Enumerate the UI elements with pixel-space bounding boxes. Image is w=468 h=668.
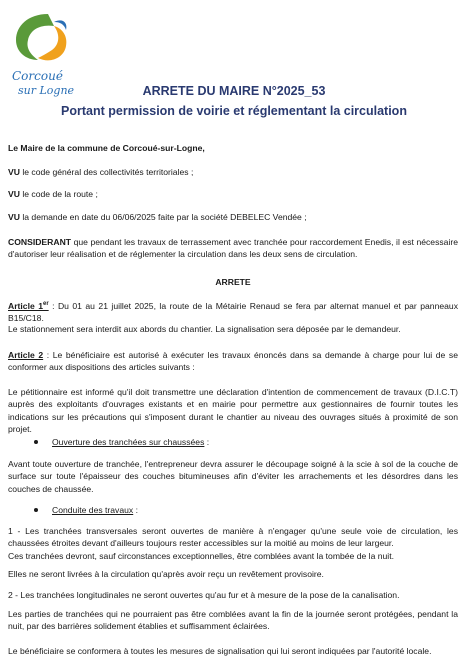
article-1-sup: er <box>42 301 49 307</box>
vu-prefix: VU <box>8 167 20 177</box>
vu-text: le code général des collectivités territoriales ; <box>19 167 194 177</box>
ouverture-paragraph: Avant toute ouverture de tranchée, l'entrepreneur devra assurer le découpage soigné à la scie à sol de la couche de surface sur toute l'épaisseur des couches bitumineuses afin d'éviter les arrachements et les désordres dans les couches de chaussée. <box>8 459 458 494</box>
vu-text: la demande en date du 06/06/2025 faite par la société DEBELEC Vendée ; <box>19 212 307 222</box>
conduite-1b-line: Ces tranchées devront, sauf circonstances exceptionnelles, être comblées avant la tombée de la nuit. <box>8 551 394 561</box>
vu-prefix: VU <box>8 189 20 199</box>
article-1 <box>8 298 458 325</box>
bullet-ouverture <box>34 436 209 448</box>
bullet-suffix: : <box>133 505 138 515</box>
article-2 <box>8 349 458 374</box>
mayor-line: Le Maire de la commune de Corcoué-sur-Logne, <box>8 143 205 153</box>
vu-text: le code de la route ; <box>19 189 98 199</box>
vu-prefix: VU <box>8 212 20 222</box>
article-1-label: Article 1er <box>8 300 49 311</box>
beneficiaire-line: Le bénéficiaire se conformera à toutes les mesures de signalisation qui lui seront indiquées par l'autorité locale. <box>8 646 432 656</box>
decree-subtitle: Portant permission de voirie et réglementant la circulation <box>61 104 407 118</box>
bullet-suffix: : <box>204 437 210 447</box>
article-1-text2: Le stationnement sera interdit aux abords du chantier. La signalisation sera déposée par le demandeur. <box>8 324 401 334</box>
conduite-2-line: 2 - Les tranchées longitudinales ne seront ouvertes qu'au fur et à mesure de la pose de la canalisation. <box>8 590 400 600</box>
vu-line-2 <box>8 188 458 200</box>
bullet-conduite <box>34 504 138 516</box>
elles-line: Elles ne seront livrées à la circulation qu'après avoir reçu un revêtement provisoire. <box>8 569 324 579</box>
vu-line-1 <box>8 166 458 178</box>
parties-paragraph: Les parties de tranchées qui ne pourraient pas être comblées avant la fin de la journée seront protégées, pendant la nuit, par des barrières solidement établies et suffisamment éclairées. <box>8 609 458 632</box>
bullet-ouverture-label: Ouverture des tranchées sur chaussées <box>52 437 205 447</box>
bullet-dot <box>34 508 38 512</box>
bullet-dot <box>34 440 38 444</box>
considerant-prefix: CONSIDERANT <box>8 237 72 247</box>
decree-title: ARRETE DU MAIRE N°2025_53 <box>142 84 326 98</box>
logo-text-line1: Corcoué <box>12 69 63 83</box>
petitionnaire-paragraph: Le pétitionnaire est informé qu'il doit transmettre une déclaration d'intention de commencement de travaux (D.I.C.T) auprès des exploitants d'ouvrages existants et en mairie pour permettre aux gestionnaires de fournir toutes les indications sur les précautions qui s'imposent durant le chantier au niveau des ouvrages situés à proximité de son projet. <box>8 387 458 435</box>
logo-text-line2: sur Logne <box>18 84 75 97</box>
considerant-text: que pendant les travaux de terrassement avec tranchée pour raccordement Enedis, il est nécessaire d'autoriser leur réalisation et de réglementer la circulation dans les deux sens de circulation. <box>8 237 458 260</box>
article-2-text: : Le bénéficiaire est autorisé à exécuter les travaux énoncés dans sa demande à charge pour lui de se conformer aux dispositions des articles suivants : <box>8 350 459 373</box>
bullet-conduite-label: Conduite des travaux <box>52 505 134 515</box>
vu-line-3 <box>8 211 458 223</box>
conduite-1-paragraph: 1 - Les tranchées transversales seront ouvertes de manière à n'engager qu'une seule voie de circulation, les chaussées étroites devant d'ailleurs toujours rester accessibles sur la moitié au moins de leur largeur. <box>8 526 458 549</box>
considerant-paragraph <box>8 236 458 261</box>
article-1-text: : Du 01 au 21 juillet 2025, la route de la Métairie Renaud se fera par alternat manuel et par panneaux B15/C18. <box>8 300 458 324</box>
arrete-heading: ARRETE <box>215 277 251 287</box>
article-2-label: Article 2 <box>8 350 44 360</box>
